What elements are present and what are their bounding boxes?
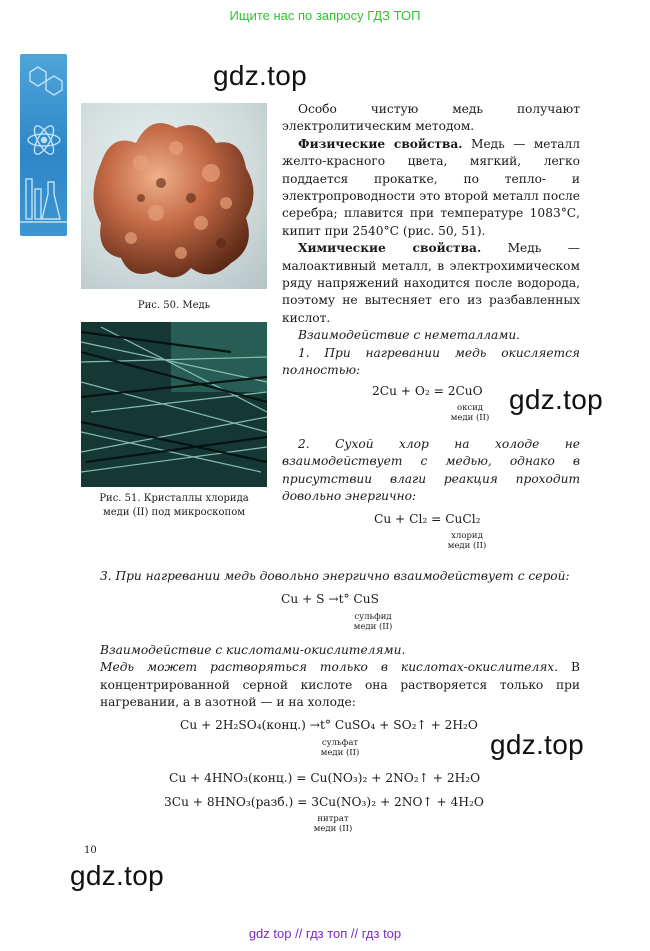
eq3-note-line1: сульфид [354,612,392,622]
eq6-note-line1: нитрат [317,814,349,824]
chemistry-icons [20,54,67,236]
acids-text: В концентрированной серной кислоте она растворяется только при нагревании, а в азотной — и на холоде: [100,660,580,710]
physical-heading: Физические свойства. [298,136,463,151]
chemical-text: Медь — малоактивный металл, в электрохимическом ряду напряжений находится после водорода, поэтому не вытесняет его из разбавленных кислот. [282,241,580,325]
watermark-1: gdz.top [213,60,307,91]
acids-heading: Взаимодействие с кислотами-окислителями. [100,643,406,657]
watermark-2: gdz.top [509,384,603,415]
footer-links[interactable]: gdz top // гдз топ // гдз top [248,926,402,941]
eq4-note-line2: меди (II) [320,748,360,758]
eq1-note-line1: оксид [456,403,484,413]
chemical-heading: Химические свойства. [298,241,482,256]
equation-1: 2Cu + O₂ = 2CuO [372,384,483,398]
eq1-note-line2: меди (II) [450,413,490,423]
eq3-note-line2: меди (II) [353,622,393,632]
equation-6: 3Cu + 8HNO₃(разб.) = 3Cu(NO₃)₂ + 2NO↑ + 4H₂O [164,795,484,809]
nonmetals-heading: Взаимодействие с неметаллами. [298,328,521,343]
fig51-caption [81,492,267,520]
equation-3: Cu + S →t° CuS [281,592,379,606]
equation-1-note [440,403,500,423]
watermark-4: gdz.top [70,860,164,891]
equation-3-note [343,612,403,632]
item-2: 2. Сухой хлор на холоде не взаимодействует с медью, однако в присутствии влаги реакция проходит довольно энергично: [282,437,580,504]
equation-6-note [303,814,363,834]
item-3-block [100,568,580,585]
fig51-caption-line2: меди (II) под микроскопом [102,507,246,518]
eq4-note-line1: сульфат [321,738,359,748]
physical-text: Медь — металл желто-красного цвета, мягкий, легко поддается прокатке, по тепло- и электропроводности это второй металл после серебра; плавится при температуре 1083°С, кипит при 2540°С (рис. 50, 51). [282,136,581,238]
equation-2-note [437,531,497,551]
equation-2: Cu + Cl₂ = CuCl₂ [374,512,481,526]
acids-block [100,642,580,712]
watermark-3: gdz.top [490,729,584,760]
acids-text-italic: Медь может растворяться только в кислотах-окислителях. [100,660,559,675]
fig50-caption: Рис. 50. Медь [137,300,211,311]
item-2-block [282,436,580,506]
eq2-note-line2: меди (II) [447,541,487,551]
equation-4: Cu + 2H₂SO₄(конц.) →t° CuSO₄ + SO₂↑ + 2H₂O [180,718,478,732]
item-3: 3. При нагревании медь довольно энергично взаимодействует с серой: [100,569,570,583]
chemical-paragraph [282,240,580,327]
eq2-note-line1: хлорид [451,531,483,541]
equation-5: Cu + 4HNO₃(конц.) = Cu(NO₃)₂ + 2NO₂↑ + 2H₂O [169,771,481,785]
intro-paragraph: Особо чистую медь получают электролитическим методом. [282,102,580,134]
fig51-caption-line1: Рис. 51. Кристаллы хлорида [99,493,249,504]
crystals-photo [81,322,267,487]
item-1: 1. При нагревании медь окисляется полностью: [282,345,580,378]
chemistry-side-strip [20,54,67,236]
equation-4-note [310,738,370,758]
eq6-note-line2: меди (II) [313,824,353,834]
copper-photo [81,103,267,289]
page-number: 10 [84,845,97,856]
physical-paragraph [282,136,580,240]
top-banner[interactable]: Ищите нас по запросу ГДЗ ТОП [229,8,421,23]
text-column [282,101,580,380]
acids-paragraph [100,659,580,711]
